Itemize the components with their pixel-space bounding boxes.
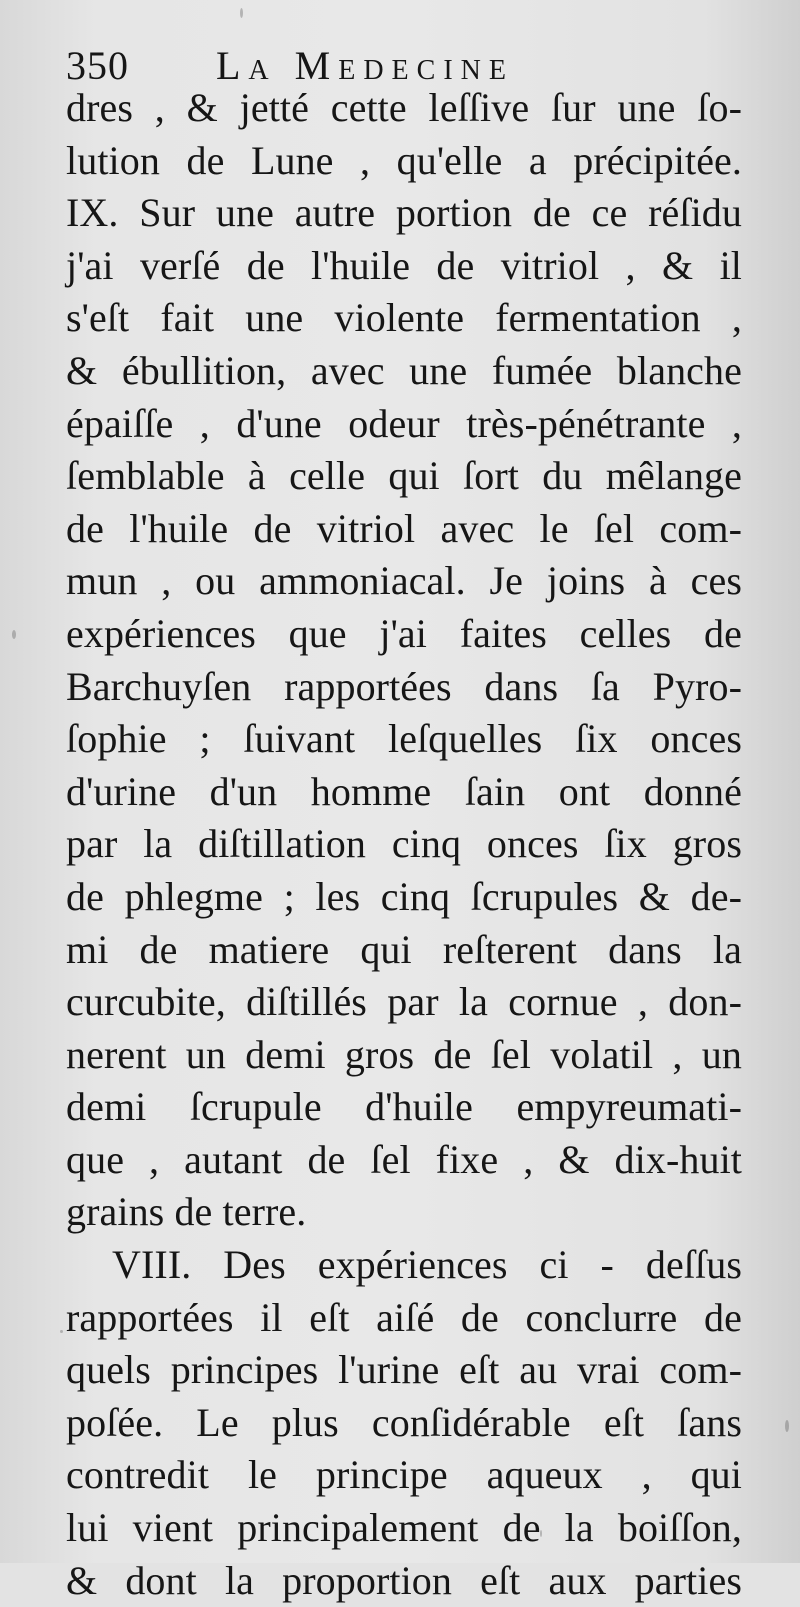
paper-speck [785,1420,789,1432]
paper-speck [12,630,16,639]
text-line: épaiſſe , d'une odeur très-pénétrante , [66,400,742,446]
text-line: poſée. Le plus conſidérable eſt ſans [66,1399,742,1445]
text-line: & dont la proportion eſt aux parties [66,1557,742,1603]
text-line: & ébullition, avec une fumée blanche [66,347,742,393]
text-line: s'eſt fait une violente fermentation , [66,295,742,341]
paper-speck [540,1530,542,1537]
text-line: grains de terre. [66,1189,307,1235]
text-line: par la diſtillation cinq onces ſix gros [66,821,742,867]
text-line: mi de matiere qui reſterent dans la [66,926,742,972]
paragraph [66,1239,742,1607]
paper-speck [60,1330,63,1333]
text-line: de phlegme ; les cinq ſcrupules & de- [66,873,742,919]
text-line: j'ai verſé de l'huile de vitriol , & il [66,242,742,288]
text-line: curcubite, diſtillés par la cornue , don- [66,979,742,1025]
text-line: ſophie ; ſuivant leſquelles ſix onces [66,716,742,762]
text-line: quels principes l'urine eſt au vrai com- [66,1347,742,1393]
text-line: Barchuyſen rapportées dans ſa Pyro- [66,663,742,709]
page-number: 350 [66,43,129,88]
body-text [66,82,742,1607]
text-line: dres , & jetté cette leſſive ſur une ſo- [66,85,742,130]
text-line: lui vient principalement de la boiſſon, [66,1505,742,1551]
text-line: demi ſcrupule d'huile empyreumati- [66,1084,742,1130]
paragraph [66,82,742,1239]
paper-speck [240,8,243,18]
text-line: ſemblable à celle qui ſort du mêlange [66,453,742,499]
text-line: mun , ou ammoniacal. Je joins à ces [66,558,742,604]
text-line: nerent un demi gros de ſel volatil , un [66,1031,742,1077]
book-title: La Medecine [216,43,514,88]
text-line: contredit le principe aqueux , qui [66,1452,742,1498]
text-line: rapportées il eſt aiſé de conclurre de [66,1294,742,1340]
text-line: que , autant de ſel fixe , & dix-huit [66,1136,742,1182]
text-line: IX. Sur une autre portion de ce réſidu [66,190,742,236]
text-line: expériences que j'ai faites celles de [66,610,742,656]
text-line: de l'huile de vitriol avec le ſel com- [66,505,742,551]
text-line: VIII. Des expériences ci - deſſus [112,1242,742,1288]
text-line: d'urine d'un homme ſain ont donné [66,768,742,814]
text-line: lution de Lune , qu'elle a précipitée. [66,137,742,183]
